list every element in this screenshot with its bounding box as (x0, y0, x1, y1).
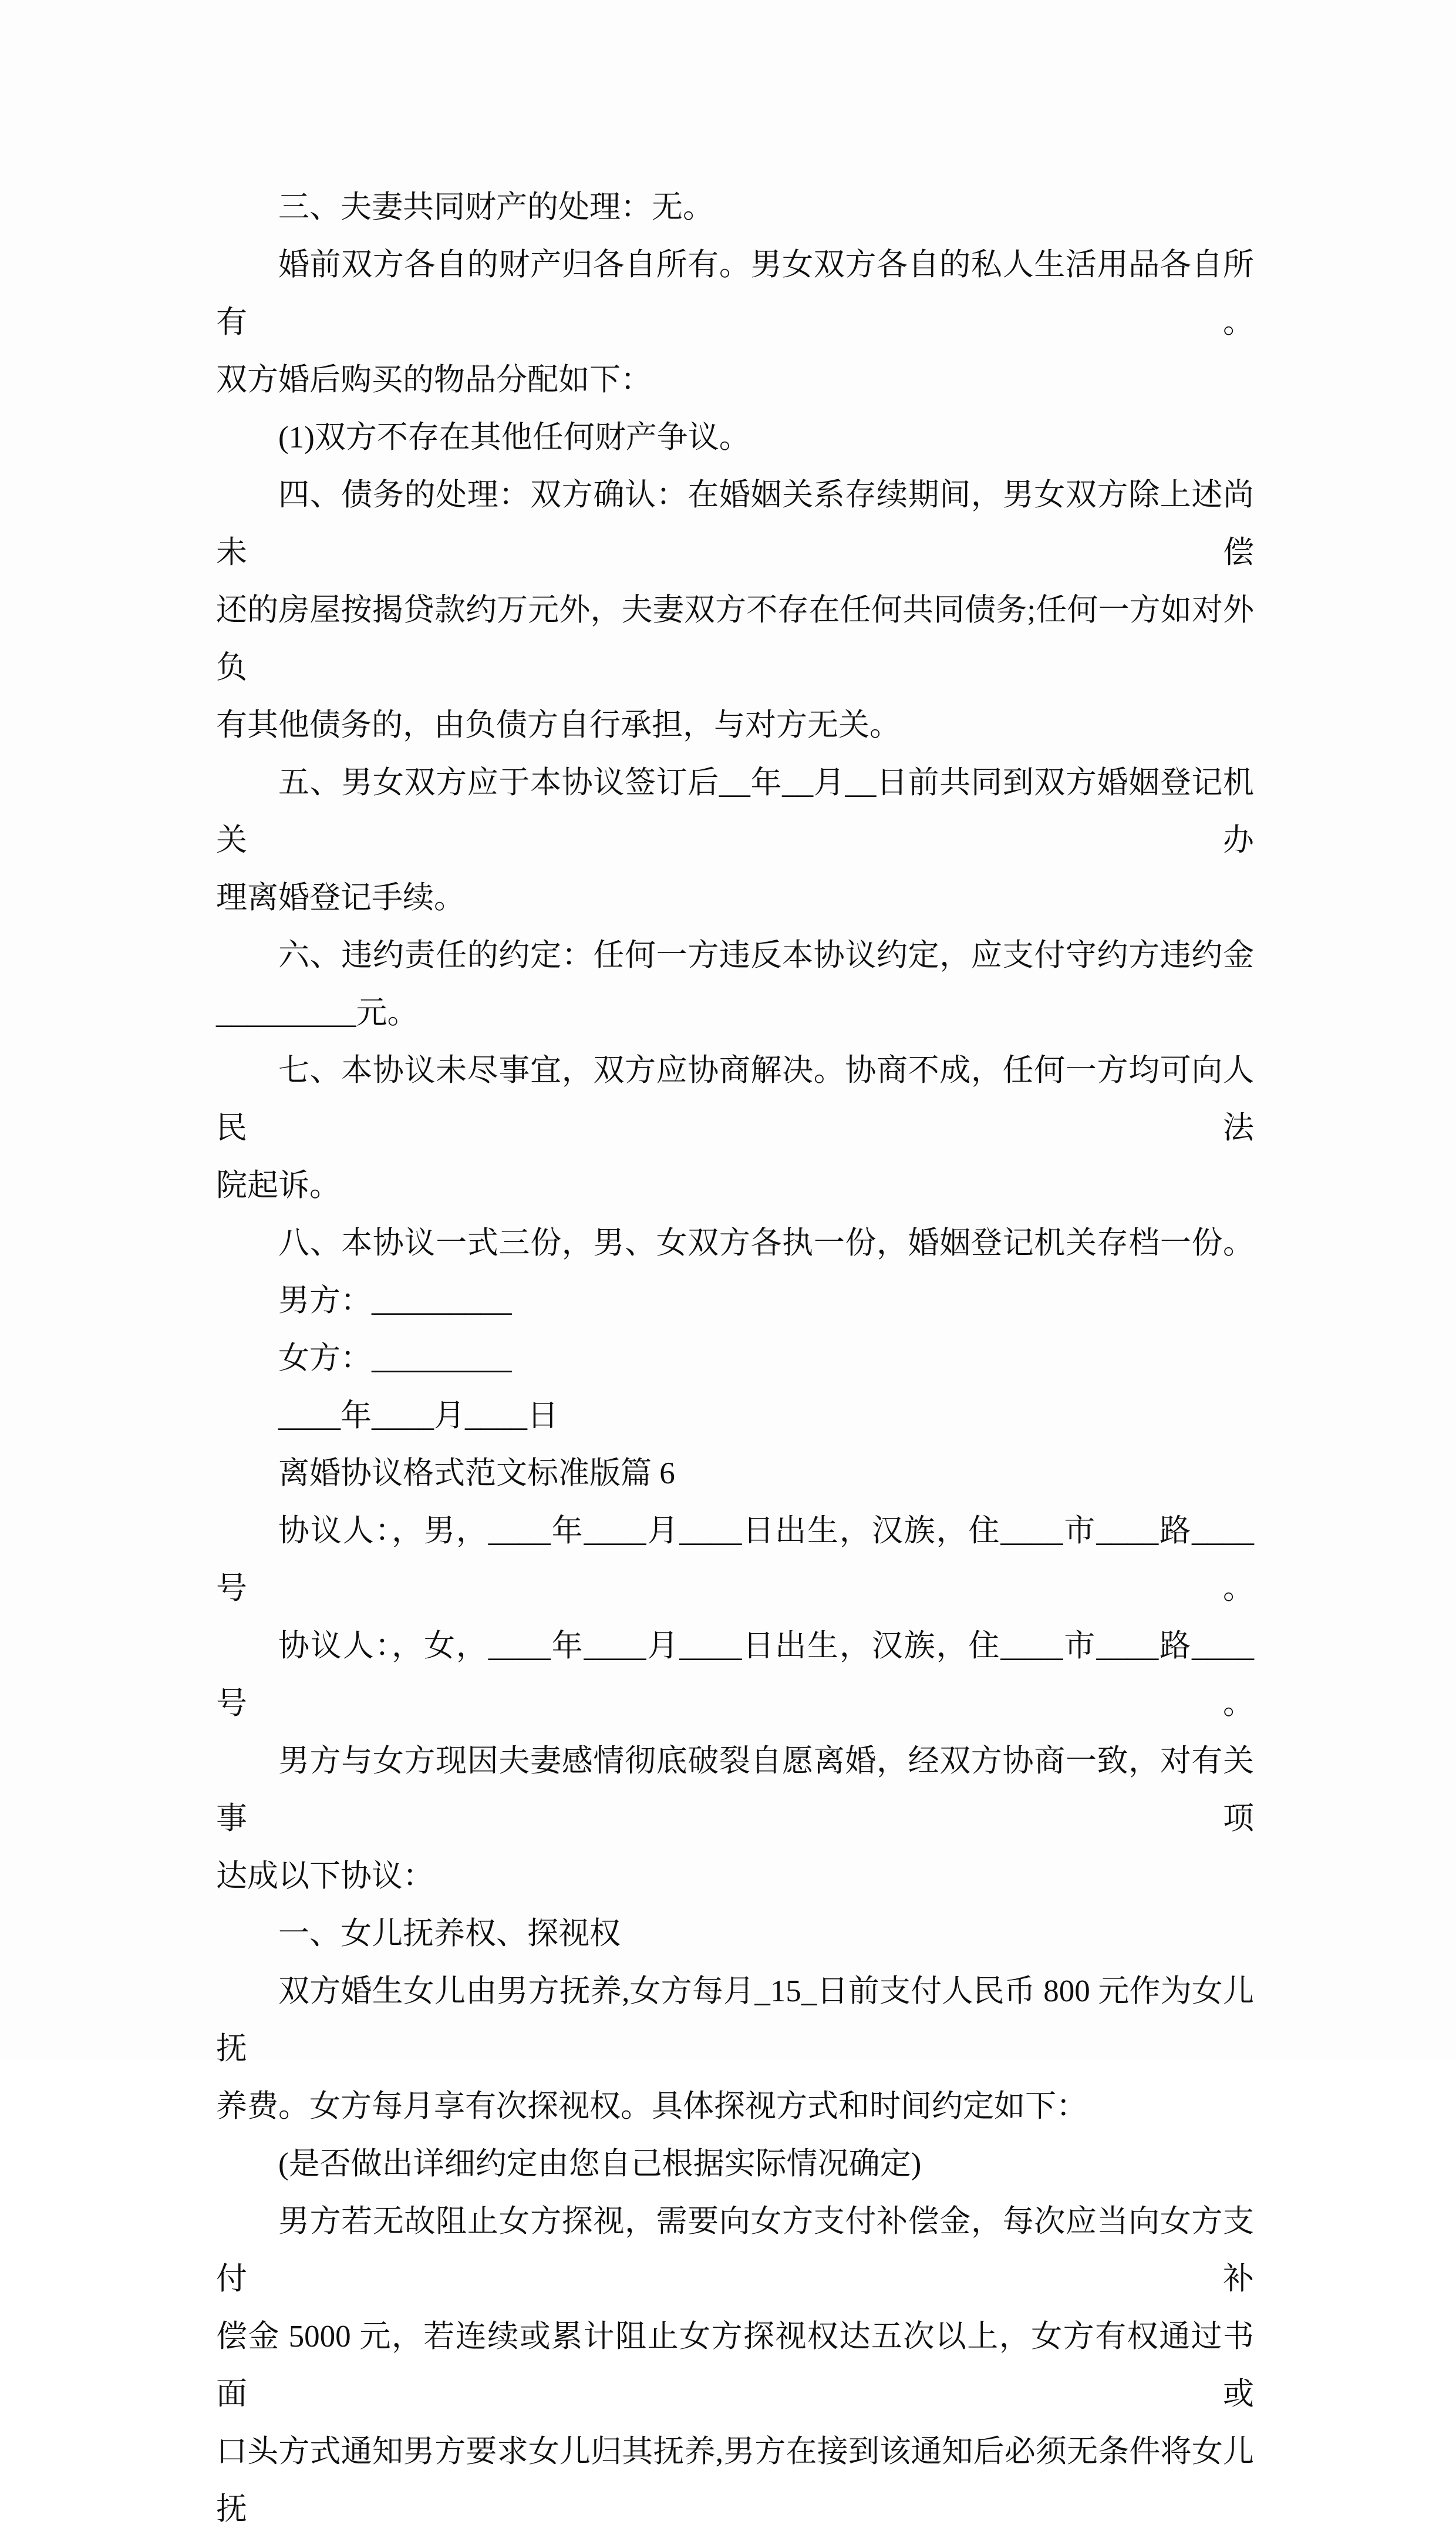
text-line: 男方与女方现因夫妻感情彻底破裂自愿离婚，经双方协商一致，对有关事项 (216, 1744, 1254, 1836)
text-line: 七、本协议未尽事宜，双方应协商解决。协商不成，任何一方均可向人民法 (216, 1053, 1254, 1145)
signature-line: 男方：_________ (278, 1284, 512, 1318)
text-line: 双方婚生女儿由男方抚养,女方每月_15_日前支付人民币 800 元作为女儿抚 (216, 1974, 1254, 2066)
date-line: ____年____月____日 (278, 1399, 558, 1433)
text-line: 四、债务的处理：双方确认：在婚姻关系存续期间，男女双方除上述尚未偿 (216, 478, 1254, 570)
text-line: 婚前双方各自的财产归各自所有。男女双方各自的私人生活用品各自所有。 (216, 248, 1254, 339)
text-line: 五、男女双方应于本协议签订后__年__月__日前共同到双方婚姻登记机关办 (216, 766, 1254, 857)
signature-line: 女方：_________ (278, 1341, 512, 1375)
text-line: 养费。女方每月享有次探视权。具体探视方式和时间约定如下： (216, 2089, 1087, 2123)
text-line: 六、违约责任的约定：任何一方违反本协议约定，应支付守约方违约金 (278, 938, 1254, 972)
text-line: 双方婚后购买的物品分配如下： (216, 363, 652, 397)
text-line: 三、夫妻共同财产的处理：无。 (278, 190, 714, 224)
text-line: 院起诉。 (216, 1169, 341, 1203)
text-line: 协议人：，男，____年____月____日出生，汉族，住____市____路____号。 (216, 1514, 1254, 1605)
text-line: 还的房屋按揭贷款约万元外，夫妻双方不存在任何共同债务;任何一方如对外负 (216, 593, 1254, 685)
text-line: 男方若无故阻止女方探视，需要向女方支付补偿金，每次应当向女方支付补 (216, 2204, 1254, 2296)
text-line: 达成以下协议： (216, 1859, 434, 1893)
text-line: 口头方式通知男方要求女儿归其抚养,男方在接到该通知后必须无条件将女儿抚 (216, 2435, 1254, 2526)
text-line: 理离婚登记手续。 (216, 881, 465, 915)
fill-in-blank-line: _________元。 (216, 996, 419, 1030)
text-line: (1)双方不存在其他任何财产争议。 (278, 420, 750, 455)
text-line: (是否做出详细约定由您自己根据实际情况确定) (278, 2147, 922, 2181)
document-body (216, 179, 1254, 2538)
text-line: 有其他债务的，由负债方自行承担，与对方无关。 (216, 708, 901, 742)
text-line: 偿金 5000 元，若连续或累计阻止女方探视权达五次以上，女方有权通过书面或 (216, 2320, 1254, 2411)
text-line: 八、本协议一式三份，男、女双方各执一份，婚姻登记机关存档一份。 (278, 1226, 1254, 1260)
text-line: 协议人：，女，____年____月____日出生，汉族，住____市____路____号。 (216, 1629, 1254, 1721)
section-heading: 离婚协议格式范文标准版篇 6 (278, 1456, 675, 1490)
text-line: 一、女儿抚养权、探视权 (278, 1917, 621, 1951)
